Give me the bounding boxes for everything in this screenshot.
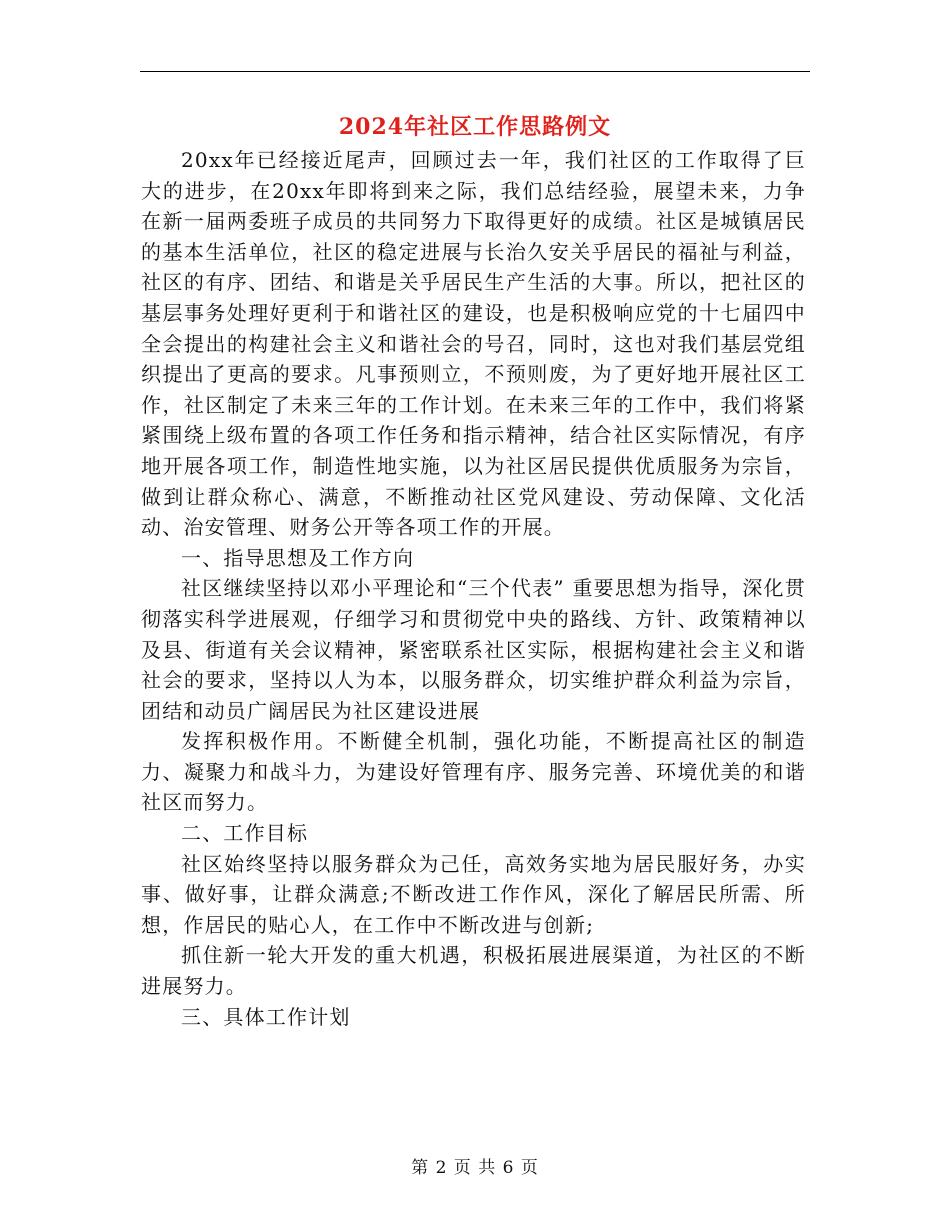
page-number: 第 2 页 共 6 页 — [411, 1158, 539, 1178]
header-rule — [140, 71, 810, 72]
paragraph-guiding-ideology: 社区继续坚持以邓小平理论和“三个代表” 重要思想为指导，深化贯彻落实科学进展观，仔细学习和贯彻党中央的路线、方针、政策精神以及县、街道有关会议精神，紧密联系社区实际，根据构建社会主义和谐社会的要求，坚持以人为本，以服务群众，切实维护群众利益为宗旨，团结和动员广阔居民为社区建设进展 — [141, 576, 806, 723]
paragraph-work-goals: 社区始终坚持以服务群众为己任，高效务实地为居民服好务，办实事、做好事，让群众满意;不断改进工作作风，深化了解居民所需、所想，作居民的贴心人，在工作中不断改进与创新; — [141, 851, 806, 937]
paragraph-work-goals-cont: 抓住新一轮大开发的重大机遇，积极拓展进展渠道，为社区的不断进展努力。 — [141, 943, 806, 999]
document-body — [141, 145, 806, 1032]
section-heading-work-plan: 三、具体工作计划 — [181, 1004, 351, 1029]
paragraph-guiding-ideology-cont: 发挥积极作用。不断健全机制，强化功能，不断提高社区的制造力、凝聚力和战斗力，为建设好管理有序、服务完善、环境优美的和谐社区而努力。 — [141, 729, 806, 815]
section-heading-guiding-ideology: 一、指导思想及工作方向 — [181, 545, 415, 570]
paragraph-intro: 20xx年已经接近尾声，回顾过去一年，我们社区的工作取得了巨大的进步，在20xx年即将到来之际，我们总结经验，展望未来，力争在新一届两委班子成员的共同努力下取得更好的成绩。社区是城镇居民的基本生活单位，社区的稳定进展与长治久安关乎居民的福祉与利益，社区的有序、团结、和谐是关乎居民生产生活的大事。所以，把社区的基层事务处理好更利于和谐社区的建设，也是积极响应党的十七届四中全会提出的构建社会主义和谐社会的号召，同时，这也对我们基层党组织提出了更高的要求。凡事预则立，不预则废，为了更好地开展社区工作，社区制定了未来三年的工作计划。在未来三年的工作中，我们将紧紧围绕上级布置的各项工作任务和指示精神，结合社区实际情况，有序地开展各项工作，制造性地实施，以为社区居民提供优质服务为宗旨，做到让群众称心、满意，不断推动社区党风建设、劳动保障、文化活动、治安管理、财务公开等各项工作的开展。 — [141, 148, 806, 540]
document-title: 2024年社区工作思路例文 — [338, 114, 612, 140]
section-heading-work-goals: 二、工作目标 — [181, 821, 309, 846]
